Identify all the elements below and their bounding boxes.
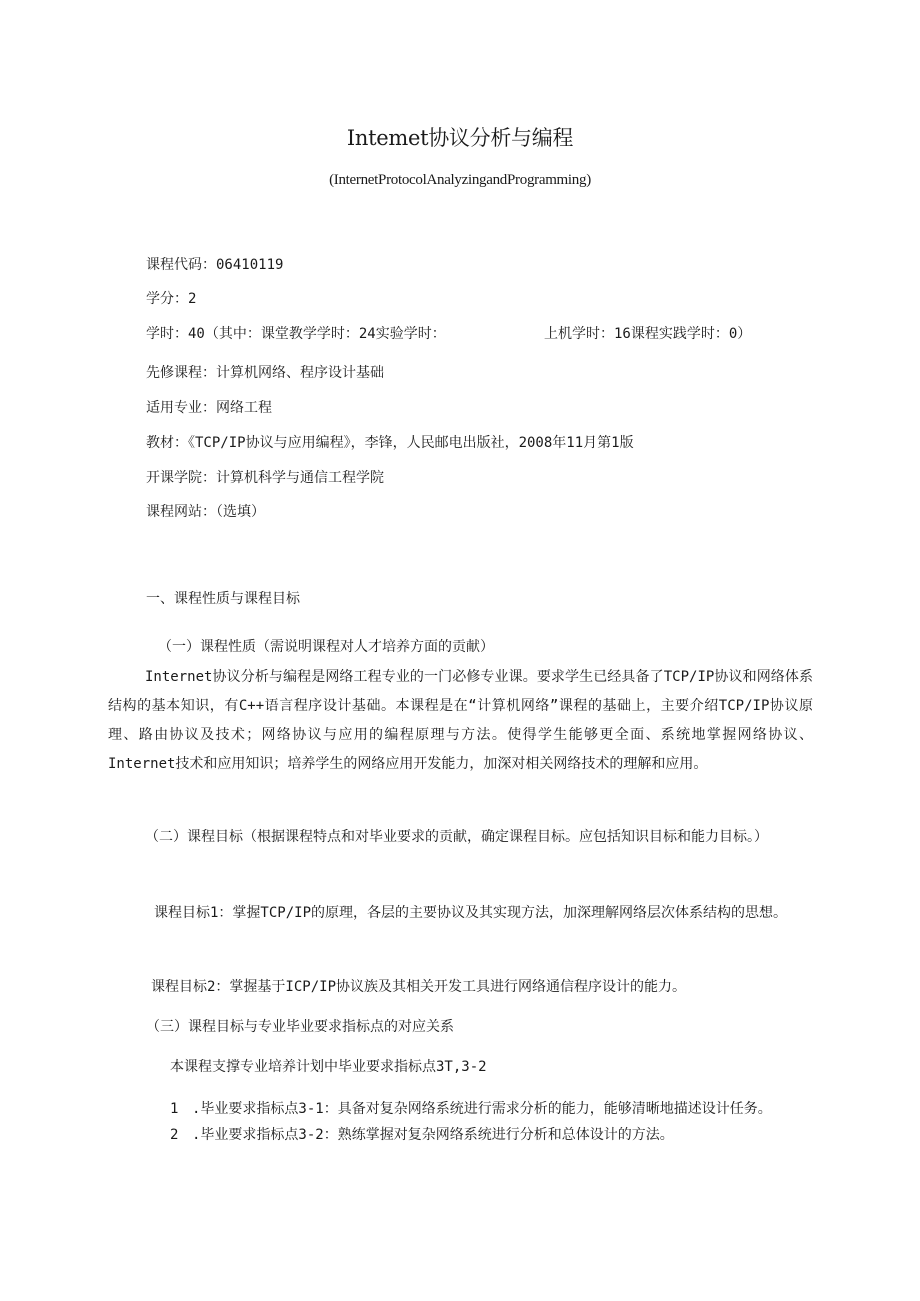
course-prerequisites: 先修课程：计算机网络、程序设计基础 bbox=[146, 365, 384, 381]
course-major: 适用专业：网络工程 bbox=[146, 400, 272, 416]
list-item-number: 2 bbox=[170, 1127, 179, 1143]
mapping-intro: 本课程支撑专业培养计划中毕业要求指标点3T,3-2 bbox=[170, 1059, 487, 1075]
nature-paragraph: Internet协议分析与编程是网络工程专业的一门必修专业课。要求学生已经具备了TCP/IP协议和网络体系结构的基本知识，有C++语言程序设计基础。本课程是在“计算机网络”课程的基础上，主要介绍TCP/IP协议原理、路由协议及技术；网络协议与应用的编程原理与方法。使得学生能够更全面、系统地掌握网络协议、Internet技术和应用知识；培养学生的网络应用开发能力，加深对相关网络技术的理解和应用。 bbox=[108, 669, 813, 772]
course-college: 开课学院：计算机科学与通信工程学院 bbox=[146, 470, 384, 486]
course-title: Intemet协议分析与编程 bbox=[346, 126, 574, 150]
course-hours-lab: 上机学时：16课程实践学时：0） bbox=[544, 326, 752, 342]
list-item bbox=[170, 1124, 674, 1144]
list-item-text: .毕业要求指标点3-1：具备对复杂网络系统进行需求分析的能力，能够清晰地描述设计任务。 bbox=[192, 1101, 772, 1117]
course-subtitle: (InternetProtocolAnalyzingandProgramming) bbox=[329, 172, 591, 188]
goal-1: 课程目标1：掌握TCP/IP的原理，各层的主要协议及其实现方法，加深理解网络层次体系结构的思想。 bbox=[154, 905, 787, 921]
mapping-heading: （三）课程目标与专业毕业要求指标点的对应关系 bbox=[146, 1019, 454, 1035]
list-item-text: .毕业要求指标点3-2：熟练掌握对复杂网络系统进行分析和总体设计的方法。 bbox=[192, 1127, 674, 1143]
course-code: 课程代码：06410119 bbox=[146, 257, 284, 273]
list-item-number: 1 bbox=[170, 1101, 179, 1117]
course-textbook: 教材：《TCP/IP协议与应用编程》，李锋，人民邮电出版社，2008年11月第1版 bbox=[146, 435, 634, 451]
list-item bbox=[170, 1098, 772, 1118]
nature-heading: （一）课程性质（需说明课程对人才培养方面的贡献） bbox=[158, 639, 494, 655]
course-credit: 学分：2 bbox=[146, 291, 197, 307]
goal-2: 课程目标2：掌握基于ICP/IP协议族及其相关开发工具进行网络通信程序设计的能力。 bbox=[151, 979, 686, 995]
goal-heading: （二）课程目标（根据课程特点和对毕业要求的贡献，确定课程目标。应包括知识目标和能力目标。） bbox=[145, 829, 768, 845]
section-heading: 一、课程性质与课程目标 bbox=[146, 591, 300, 607]
course-hours: 学时：40（其中：课堂教学学时：24实验学时： bbox=[146, 326, 446, 342]
course-website: 课程网站：（选填） bbox=[146, 504, 265, 520]
